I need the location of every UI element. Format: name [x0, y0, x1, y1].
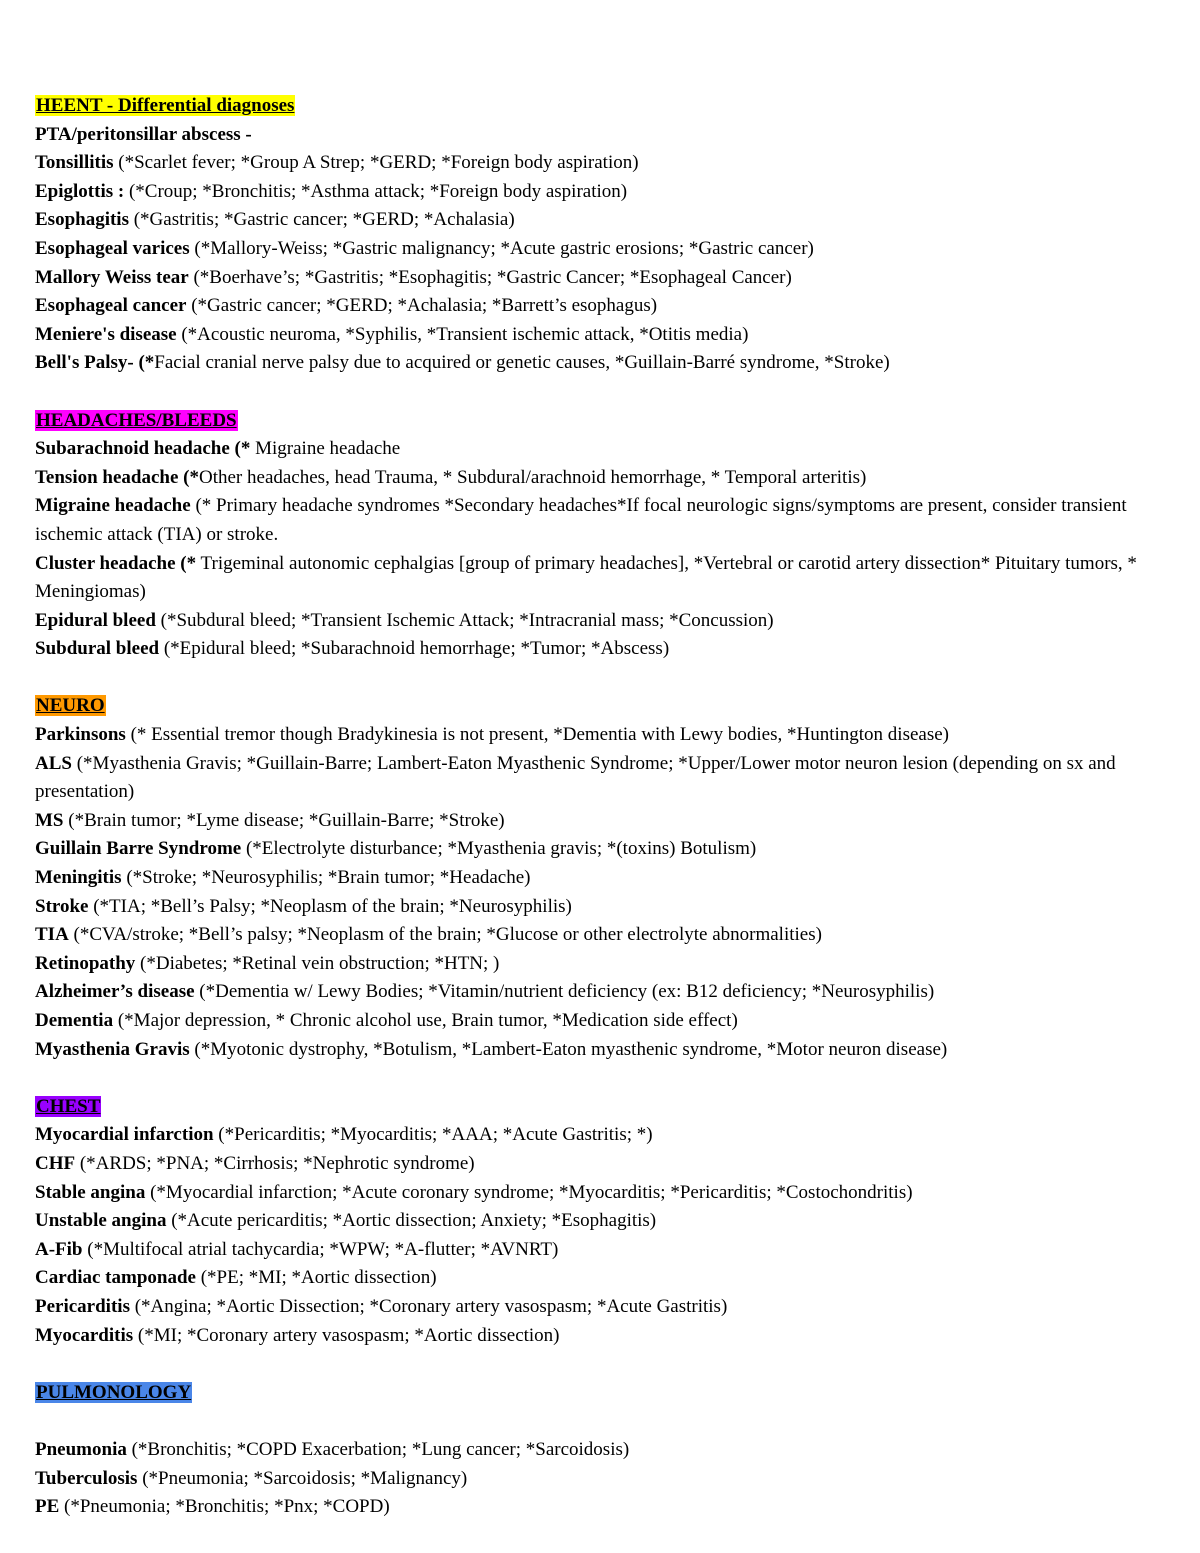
- differential-list: Trigeminal autonomic cephalgias [group of primary headaches], *Vertebral or carotid artery dissection* Pituitary tumors, * Meningiomas): [35, 552, 1137, 603]
- diagnosis-term: Migraine headache: [35, 495, 191, 517]
- differential-list: (* Primary headache syndromes *Secondary headaches*If focal neurologic signs/symptoms are present, consider transient ischemic attack (TIA) or stroke.: [35, 495, 1127, 545]
- differential-list: (*Acoustic neuroma, *Syphilis, *Transient ischemic attack, *Otitis media): [176, 323, 749, 345]
- diagnosis-entry: [35, 1007, 1165, 1036]
- diagnosis-entry: [35, 950, 1165, 979]
- diagnosis-entry: [35, 178, 1165, 207]
- diagnosis-term: Meningitis: [35, 867, 122, 889]
- differential-list: (*Gastritis; *Gastric cancer; *GERD; *Achalasia): [128, 209, 515, 231]
- diagnosis-entry: [35, 149, 1165, 178]
- differential-list: (* Essential tremor though Bradykinesia is not present, *Dementia with Lewy bodies, *Huntington disease): [125, 724, 949, 746]
- diagnosis-term: A-Fib: [35, 1238, 83, 1260]
- section-title-line: [35, 1379, 1165, 1408]
- section-title: PULMONOLOGY: [36, 1381, 192, 1403]
- differential-list: (*Pneumonia; *Bronchitis; *Pnx; *COPD): [59, 1496, 390, 1518]
- differential-list: Facial cranial nerve palsy due to acquired or genetic causes, *Guillain-Barré syndrome, *Stroke): [154, 352, 890, 374]
- diagnosis-entry: [35, 435, 1165, 464]
- diagnosis-term: Subdural bleed: [35, 638, 160, 660]
- differential-list: (*Croup; *Bronchitis; *Asthma attack; *Foreign body aspiration): [124, 180, 628, 202]
- diagnosis-entry: [35, 835, 1165, 864]
- differential-list: (*Gastric cancer; *GERD; *Achalasia; *Barrett’s esophagus): [186, 295, 658, 317]
- diagnosis-entry: [35, 893, 1165, 922]
- diagnosis-entry: [35, 1150, 1165, 1179]
- diagnosis-entry: [35, 206, 1165, 235]
- diagnosis-entry: [35, 1322, 1165, 1351]
- diagnosis-term: Parkinsons: [35, 724, 126, 746]
- diagnosis-term: Myasthenia Gravis: [35, 1038, 190, 1060]
- diagnosis-entry: [35, 807, 1165, 836]
- diagnosis-entry: [35, 464, 1165, 493]
- diagnosis-entry: [35, 264, 1165, 293]
- diagnosis-term: Guillain Barre Syndrome: [35, 838, 242, 860]
- diagnosis-term: CHF: [35, 1152, 76, 1174]
- section-title-line: [35, 92, 1165, 121]
- diagnosis-term: Mallory Weiss tear: [35, 266, 189, 288]
- differential-list: (*Acute pericarditis; *Aortic dissection; Anxiety; *Esophagitis): [166, 1210, 657, 1232]
- diagnosis-term: Bell's Palsy- (*: [35, 352, 155, 374]
- diagnosis-term: Subarachnoid headache (*: [35, 438, 251, 460]
- diagnosis-entry: [35, 550, 1165, 607]
- diagnosis-term: Esophageal varices: [35, 237, 190, 259]
- section-title: HEENT - Differential diagnoses: [36, 95, 295, 116]
- differential-list: Other headaches, head Trauma, * Subdural/arachnoid hemorrhage, * Temporal arteritis): [199, 466, 867, 488]
- spacer: [35, 1407, 1165, 1436]
- differential-list: (*Multifocal atrial tachycardia; *WPW; *A-flutter; *AVNRT): [82, 1238, 559, 1260]
- diagnosis-term: TIA: [35, 924, 69, 946]
- differential-list: (*TIA; *Bell’s Palsy; *Neoplasm of the brain; *Neurosyphilis): [88, 895, 572, 917]
- diagnosis-entry: [35, 1121, 1165, 1150]
- differential-list: (*Boerhave’s; *Gastritis; *Esophagitis; *Gastric Cancer; *Esophageal Cancer): [188, 266, 792, 288]
- differential-list: (*Pneumonia; *Sarcoidosis; *Malignancy): [137, 1467, 468, 1489]
- differential-list: (*PE; *MI; *Aortic dissection): [195, 1267, 437, 1289]
- diagnosis-term: Esophagitis: [35, 209, 129, 231]
- diagnosis-entry: [35, 492, 1165, 549]
- diagnosis-entry: [35, 750, 1165, 807]
- diagnosis-term: Tension headache (*: [35, 466, 199, 488]
- diagnosis-entry: [35, 292, 1165, 321]
- differential-list: (*Major depression, * Chronic alcohol use, Brain tumor, *Medication side effect): [113, 1010, 738, 1031]
- diagnosis-term: Tuberculosis: [35, 1467, 138, 1489]
- diagnosis-entry: [35, 1465, 1165, 1494]
- diagnosis-entry: [35, 321, 1165, 350]
- diagnosis-entry: [35, 607, 1165, 636]
- diagnosis-entry: [35, 121, 1165, 150]
- diagnosis-entry: [35, 1236, 1165, 1265]
- differential-list: (*Subdural bleed; *Transient Ischemic Attack; *Intracranial mass; *Concussion): [155, 609, 774, 631]
- differential-list: (*Brain tumor; *Lyme disease; *Guillain-Barre; *Stroke): [63, 809, 505, 831]
- differential-list: (*Myotonic dystrophy, *Botulism, *Lambert-Eaton myasthenic syndrome, *Motor neuron disease): [189, 1038, 948, 1060]
- diagnosis-entry: [35, 635, 1165, 664]
- section: [35, 92, 1165, 407]
- diagnosis-entry: [35, 1493, 1165, 1522]
- differential-list: (*Myocardial infarction; *Acute coronary syndrome; *Myocarditis; *Pericarditis; *Costochondritis): [145, 1181, 913, 1203]
- diagnosis-term: Epidural bleed: [35, 609, 156, 631]
- differential-list: (*Pericarditis; *Myocarditis; *AAA; *Acute Gastritis; *): [213, 1124, 653, 1146]
- diagnosis-term: Epiglottis :: [35, 180, 125, 202]
- differential-list: (*Bronchitis; *COPD Exacerbation; *Lung cancer; *Sarcoidosis): [126, 1438, 630, 1460]
- differential-list: Migraine headache: [250, 438, 401, 460]
- diagnosis-term: Stroke: [35, 895, 89, 917]
- diagnosis-term: Pneumonia: [35, 1438, 127, 1460]
- section: [35, 1379, 1165, 1522]
- diagnosis-term: MS: [35, 809, 64, 831]
- diagnosis-term: Meniere's disease: [35, 323, 177, 345]
- diagnosis-term: Pericarditis: [35, 1295, 130, 1317]
- section-title-line: [35, 692, 1165, 721]
- document-page: [35, 92, 1165, 1522]
- diagnosis-entry: [35, 864, 1165, 893]
- differential-list: (*Scarlet fever; *Group A Strep; *GERD; *Foreign body aspiration): [113, 152, 639, 174]
- diagnosis-entry: [35, 721, 1165, 750]
- diagnosis-term: Unstable angina: [35, 1210, 167, 1232]
- diagnosis-entry: [35, 1293, 1165, 1322]
- diagnosis-term: ALS: [35, 752, 72, 774]
- diagnosis-entry: [35, 1436, 1165, 1465]
- diagnosis-term: Stable angina: [35, 1181, 146, 1203]
- differential-list: (*Diabetes; *Retinal vein obstruction; *HTN; ): [135, 952, 500, 974]
- diagnosis-entry: [35, 235, 1165, 264]
- differential-list: (*CVA/stroke; *Bell’s palsy; *Neoplasm of the brain; *Glucose or other electrolyte abnormalities): [68, 924, 822, 946]
- section-title: HEADACHES/BLEEDS: [36, 409, 237, 431]
- diagnosis-entry: [35, 1179, 1165, 1208]
- differential-list: (*Mallory-Weiss; *Gastric malignancy; *Acute gastric erosions; *Gastric cancer): [189, 237, 814, 259]
- diagnosis-term: Tonsillitis: [35, 152, 114, 174]
- diagnosis-term: Dementia: [35, 1010, 114, 1031]
- section-title-line: [35, 1093, 1165, 1122]
- diagnosis-entry: [35, 1036, 1165, 1065]
- section-title: CHEST: [36, 1095, 101, 1117]
- section: [35, 692, 1165, 1092]
- spacer: [35, 1350, 1165, 1379]
- diagnosis-term: PTA/peritonsillar abscess -: [35, 123, 252, 145]
- diagnosis-term: Alzheimer’s disease: [35, 981, 195, 1003]
- spacer: [35, 664, 1165, 693]
- section: [35, 407, 1165, 693]
- differential-list: (*Stroke; *Neurosyphilis; *Brain tumor; *Headache): [121, 867, 531, 889]
- diagnosis-entry: [35, 1207, 1165, 1236]
- differential-list: (*MI; *Coronary artery vasospasm; *Aortic dissection): [133, 1324, 560, 1346]
- section: [35, 1093, 1165, 1379]
- diagnosis-term: PE: [35, 1496, 60, 1518]
- spacer: [35, 1064, 1165, 1093]
- diagnosis-term: Cluster headache (*: [35, 552, 197, 574]
- diagnosis-entry: [35, 1264, 1165, 1293]
- differential-list: (*Angina; *Aortic Dissection; *Coronary artery vasospasm; *Acute Gastritis): [129, 1295, 728, 1317]
- diagnosis-term: Myocardial infarction: [35, 1124, 214, 1146]
- diagnosis-entry: [35, 978, 1165, 1007]
- diagnosis-term: Esophageal cancer: [35, 295, 187, 317]
- diagnosis-term: Myocarditis: [35, 1324, 134, 1346]
- differential-list: (*Epidural bleed; *Subarachnoid hemorrhage; *Tumor; *Abscess): [159, 638, 670, 660]
- diagnosis-term: Cardiac tamponade: [35, 1267, 196, 1289]
- differential-list: (*Dementia w/ Lewy Bodies; *Vitamin/nutrient deficiency (ex: B12 deficiency; *Neurosyphilis): [194, 981, 935, 1003]
- diagnosis-entry: [35, 921, 1165, 950]
- differential-list: (*ARDS; *PNA; *Cirrhosis; *Nephrotic syndrome): [75, 1152, 475, 1174]
- diagnosis-term: Retinopathy: [35, 952, 136, 974]
- diagnosis-entry: [35, 349, 1165, 378]
- section-title-line: [35, 407, 1165, 436]
- differential-list: (*Myasthenia Gravis; *Guillain-Barre; Lambert-Eaton Myasthenic Syndrome; *Upper/Lower motor neuron lesion (depending on sx and presentation): [35, 752, 1116, 803]
- differential-list: (*Electrolyte disturbance; *Myasthenia gravis; *(toxins) Botulism): [241, 838, 757, 860]
- spacer: [35, 378, 1165, 407]
- section-title: NEURO: [36, 695, 105, 717]
